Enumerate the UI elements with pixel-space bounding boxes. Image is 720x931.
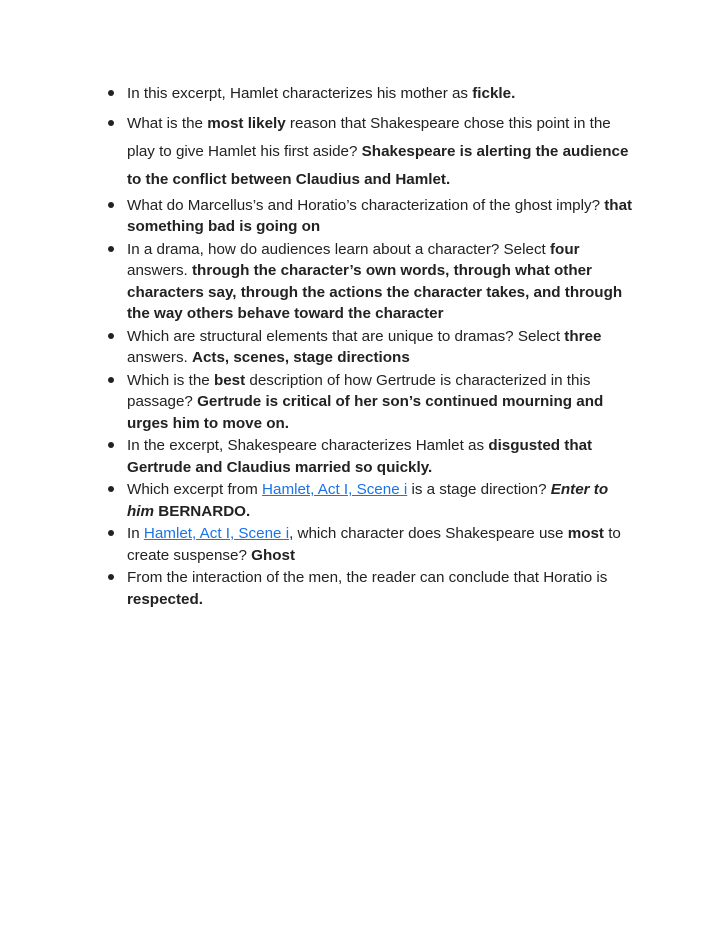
question-text: In a drama, how do audiences learn about a character? Select	[127, 240, 550, 258]
question-text: Which is the	[127, 371, 214, 389]
question-text: Which are structural elements that are unique to dramas? Select	[127, 327, 565, 345]
answer-text: BERNARDO.	[154, 502, 251, 520]
hamlet-link[interactable]: Hamlet, Act I, Scene i	[143, 525, 290, 542]
list-item	[108, 435, 638, 478]
list-item	[108, 370, 638, 435]
list-item	[108, 239, 638, 325]
question-text: What do Marcellus’s and Horatio’s characterization of the ghost imply?	[127, 196, 605, 214]
list-item	[108, 195, 638, 238]
answer-text: three	[564, 327, 602, 345]
bullet-icon	[108, 246, 114, 252]
answer-text: Shakespeare is alerting the audience to the conflict between Claudius and Hamlet.	[127, 142, 629, 188]
question-text: What is the	[127, 114, 208, 132]
answer-text: Acts, scenes, stage directions	[192, 349, 410, 366]
list-item	[108, 479, 638, 522]
answer-text: fickle.	[472, 85, 516, 102]
bullet-icon	[108, 377, 114, 383]
bullet-icon	[108, 202, 114, 208]
answer-text: that something bad is going on	[127, 196, 633, 235]
bullet-icon	[108, 90, 114, 96]
bullet-icon	[108, 333, 114, 339]
hamlet-link[interactable]: Hamlet, Act I, Scene i	[262, 481, 408, 498]
list-item	[108, 523, 638, 566]
answer-text: most	[567, 525, 604, 542]
question-text: is a stage direction?	[407, 481, 551, 498]
answer-text: Gertrude is critical of her son’s continued mourning and urges him to move on.	[127, 393, 604, 432]
question-text: answers.	[127, 262, 192, 279]
answer-text: Ghost	[251, 546, 295, 564]
list-item	[108, 110, 638, 194]
list-item	[108, 326, 638, 369]
answer-text: through the character’s own words, through what other characters say, through the actions the character takes, and through the way others behave toward the character	[127, 262, 623, 322]
bullet-icon	[108, 486, 114, 492]
qa-bullet-list	[108, 83, 638, 611]
answer-text: most likely	[207, 114, 286, 132]
question-text: In the excerpt, Shakespeare characterizes Hamlet as	[127, 437, 489, 454]
list-item	[108, 83, 638, 105]
question-text: From the interaction of the men, the reader can conclude that Horatio is	[127, 569, 608, 586]
bullet-icon	[108, 442, 114, 448]
question-text: Which excerpt from	[127, 481, 263, 498]
list-item	[108, 567, 638, 610]
bullet-icon	[108, 530, 114, 536]
question-text: reason that Shakespeare chose this point in the play to give Hamlet his first aside?	[127, 114, 611, 160]
answer-text-italic: Enter to him	[127, 481, 609, 520]
question-text: In	[127, 525, 144, 542]
question-text: answers.	[127, 349, 192, 366]
answer-text: respected.	[127, 590, 203, 608]
bullet-icon	[108, 120, 114, 126]
question-text: , which character does Shakespeare use	[289, 525, 568, 542]
question-text: description of how Gertrude is characterized in this passage?	[127, 371, 591, 410]
answer-text: four	[549, 240, 580, 258]
question-text: to create suspense?	[127, 525, 621, 564]
bullet-icon	[108, 574, 114, 580]
answer-text: disgusted that Gertrude and Claudius married so quickly.	[127, 437, 593, 476]
question-text: In this excerpt, Hamlet characterizes his mother as	[127, 85, 473, 102]
answer-text: best	[213, 371, 246, 389]
